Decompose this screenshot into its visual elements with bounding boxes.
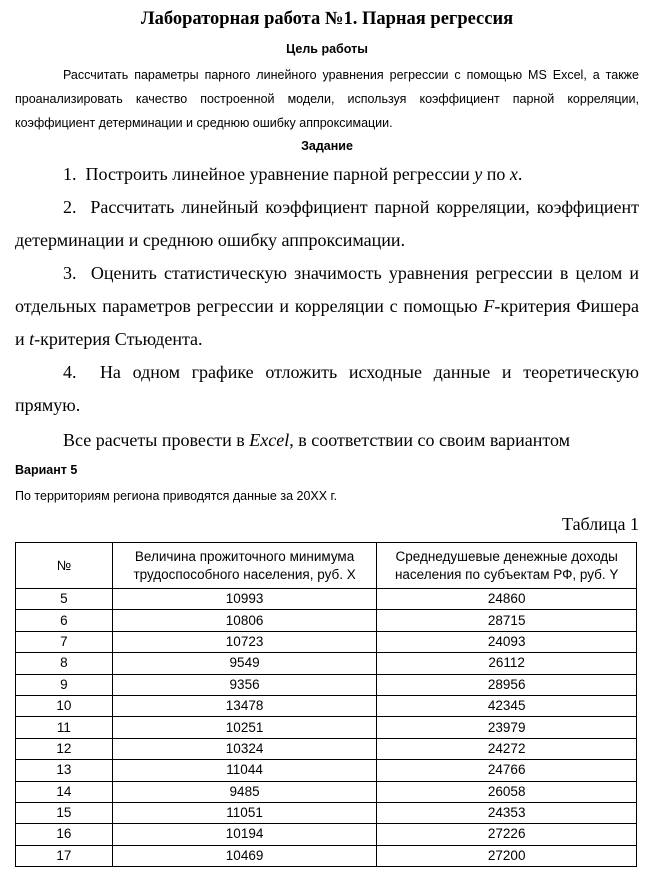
task-number: 2.	[63, 197, 77, 217]
cell-x: 9356	[112, 674, 377, 695]
table-row	[16, 802, 637, 823]
cell-y: 24093	[377, 631, 637, 652]
cell-y: 27226	[377, 824, 637, 845]
header-x: Величина прожиточного минимума трудоспособного населения, руб. X	[112, 543, 377, 589]
table-header-row	[16, 543, 637, 589]
task-item	[15, 191, 639, 257]
table-row	[16, 610, 637, 631]
table-row	[16, 760, 637, 781]
data-intro: По территориям региона приводятся данные за 20ХХ г.	[15, 489, 338, 503]
cell-number: 12	[16, 738, 113, 759]
table-row	[16, 824, 637, 845]
task-number: 3.	[63, 263, 77, 283]
cell-y: 24353	[377, 802, 637, 823]
table-row	[16, 631, 637, 652]
cell-y: 28715	[377, 610, 637, 631]
closing-text: Excel	[249, 430, 290, 450]
cell-x: 10723	[112, 631, 377, 652]
cell-x: 11044	[112, 760, 377, 781]
cell-x: 10194	[112, 824, 377, 845]
task-text: Рассчитать линейный коэффициент парной корреляции, коэффициент детерминации и среднюю ошибку аппроксимации.	[15, 197, 639, 250]
header-number: №	[16, 543, 113, 589]
cell-y: 23979	[377, 717, 637, 738]
closing-text: Все расчеты провести в	[63, 430, 250, 450]
cell-x: 10251	[112, 717, 377, 738]
goal-paragraph: Рассчитать параметры парного линейного уравнения регрессии с помощью MS Excel, а также проанализировать качество построенной модели, используя коэффициент парной корреляции, коэффициент детерминации и среднюю ошибку аппроксимации.	[15, 68, 639, 130]
cell-number: 5	[16, 589, 113, 610]
cell-number: 8	[16, 653, 113, 674]
table-row	[16, 845, 637, 866]
goal-heading: Цель работы	[286, 42, 368, 56]
table-row	[16, 781, 637, 802]
task-item	[15, 257, 639, 356]
task-text: y	[474, 164, 483, 184]
task-list	[15, 158, 639, 422]
cell-x: 13478	[112, 695, 377, 716]
table-row	[16, 589, 637, 610]
table-row	[16, 738, 637, 759]
cell-number: 11	[16, 717, 113, 738]
cell-number: 15	[16, 802, 113, 823]
cell-y: 28956	[377, 674, 637, 695]
closing-text: , в соответствии со своим вариантом	[289, 430, 571, 450]
task-text: t	[29, 329, 35, 349]
cell-number: 17	[16, 845, 113, 866]
table-row	[16, 674, 637, 695]
cell-x: 10469	[112, 845, 377, 866]
task-text: Оценить статистическую значимость уравнения регрессии в целом и отдельных параметров регрессии и корреляции с помощью	[15, 263, 640, 316]
task-text: .	[517, 164, 523, 184]
task-item	[15, 356, 639, 422]
task-text: Построить линейное уравнение парной регрессии	[85, 164, 475, 184]
task-text: F	[483, 296, 495, 316]
task-text: x	[509, 164, 518, 184]
table-row	[16, 653, 637, 674]
cell-x: 10806	[112, 610, 377, 631]
task-text: по	[482, 164, 510, 184]
cell-x: 9485	[112, 781, 377, 802]
document-title: Лабораторная работа №1. Парная регрессия	[140, 9, 514, 29]
cell-number: 14	[16, 781, 113, 802]
table-row	[16, 695, 637, 716]
cell-number: 6	[16, 610, 113, 631]
cell-x: 10324	[112, 738, 377, 759]
data-table	[15, 542, 637, 867]
cell-number: 7	[16, 631, 113, 652]
closing-paragraph	[15, 424, 639, 457]
task-heading: Задание	[301, 139, 353, 153]
cell-x: 11051	[112, 802, 377, 823]
cell-y: 26112	[377, 653, 637, 674]
cell-y: 27200	[377, 845, 637, 866]
header-y: Среднедушевые денежные доходы населения по субъектам РФ, руб. Y	[377, 543, 637, 589]
task-number: 1.	[63, 164, 77, 184]
cell-y: 24860	[377, 589, 637, 610]
variant-heading: Вариант 5	[15, 463, 78, 477]
document-page	[15, 0, 639, 867]
cell-x: 10993	[112, 589, 377, 610]
cell-y: 42345	[377, 695, 637, 716]
task-number: 4.	[63, 362, 77, 382]
task-item	[15, 158, 639, 191]
cell-y: 24272	[377, 738, 637, 759]
cell-y: 24766	[377, 760, 637, 781]
cell-x: 9549	[112, 653, 377, 674]
cell-number: 16	[16, 824, 113, 845]
task-text: -критерия Фишера и	[15, 296, 639, 349]
task-text: -критерия Стьюдента.	[34, 329, 203, 349]
table-caption: Таблица 1	[562, 514, 639, 534]
cell-number: 10	[16, 695, 113, 716]
cell-number: 9	[16, 674, 113, 695]
cell-y: 26058	[377, 781, 637, 802]
cell-number: 13	[16, 760, 113, 781]
table-row	[16, 717, 637, 738]
task-text: На одном графике отложить исходные данные и теоретическую прямую.	[15, 362, 639, 415]
